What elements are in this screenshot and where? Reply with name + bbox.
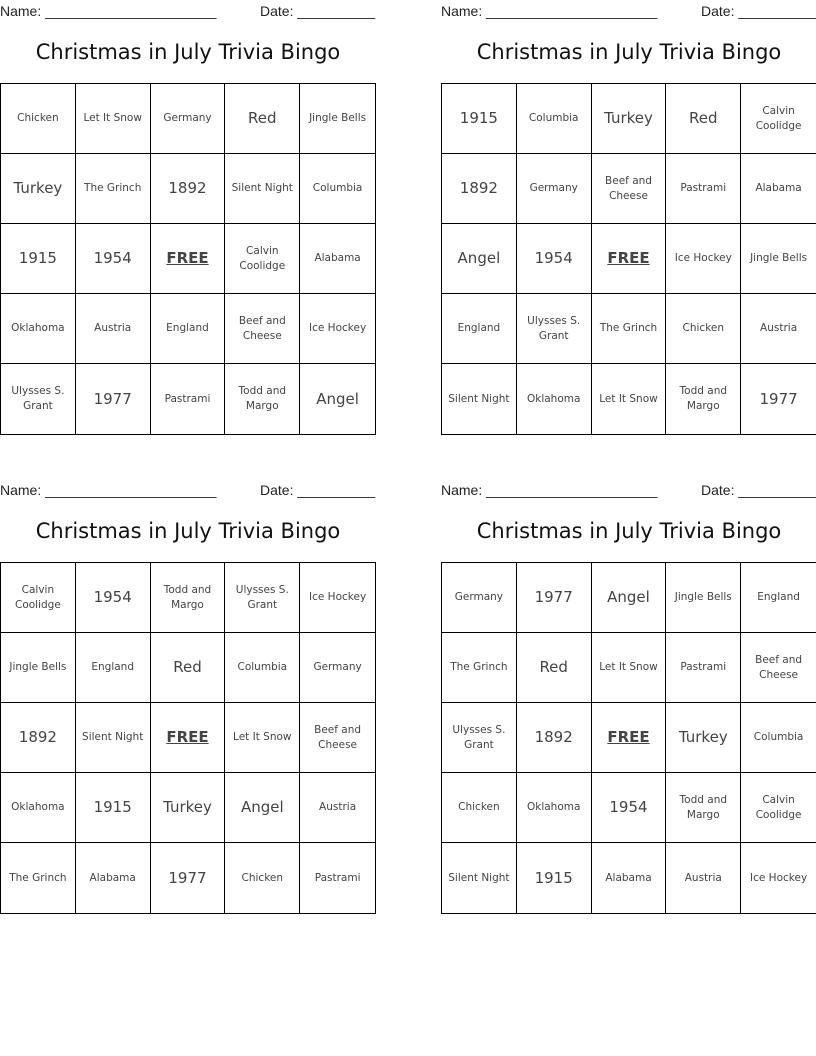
bingo-cell: Beef and Cheese [300,703,375,773]
card-header [441,0,816,22]
date-line: Date: __________ [701,3,816,19]
bingo-cell: Ice Hockey [666,224,741,294]
bingo-cell: Chicken [1,84,76,154]
bingo-cell: Let It Snow [592,364,667,434]
bingo-cell: Chicken [225,843,300,913]
bingo-cell: Calvin Coolidge [1,563,76,633]
bingo-cell: Alabama [300,224,375,294]
bingo-cell: Austria [666,843,741,913]
bingo-cell: Angel [316,389,359,408]
bingo-cell: Beef and Cheese [592,154,667,224]
bingo-cell: Chicken [442,773,517,843]
bingo-cell: Germany [517,154,592,224]
bingo-cell: Austria [741,294,816,364]
bingo-cell: Silent Night [76,703,151,773]
bingo-cell: The Grinch [76,154,151,224]
name-line: Name: ______________________ [441,482,658,498]
bingo-cell: Alabama [592,843,667,913]
bingo-cell: Calvin Coolidge [741,773,816,843]
bingo-cell: Pastrami [151,364,226,434]
bingo-cell: Jingle Bells [666,563,741,633]
bingo-cell: Germany [300,633,375,703]
bingo-cell: Todd and Margo [666,773,741,843]
bingo-cell: Jingle Bells [1,633,76,703]
bingo-cell: Ice Hockey [300,563,375,633]
bingo-cell: 1954 [76,563,151,633]
free-space: FREE [592,703,667,773]
date-line: Date: __________ [260,482,376,498]
bingo-cell: Todd and Margo [151,563,226,633]
card-header [441,479,816,501]
bingo-cell: Red [151,633,226,703]
bingo-cell: Beef and Cheese [225,294,300,364]
bingo-cell: Germany [442,563,517,633]
bingo-cell: Silent Night [442,843,517,913]
bingo-cell: 1977 [517,563,592,633]
bingo-cell: Chicken [666,294,741,364]
name-line: Name: ______________________ [0,3,217,19]
bingo-cell: England [741,563,816,633]
bingo-grid [0,83,376,435]
bingo-cell: 1954 [517,224,592,294]
bingo-cell: Turkey [151,773,226,843]
free-space: FREE [151,224,226,294]
date-line: Date: __________ [701,482,816,498]
bingo-cell: Todd and Margo [666,364,741,434]
name-line: Name: ______________________ [441,3,658,19]
bingo-cell: Todd and Margo [225,364,300,434]
bingo-cell: The Grinch [442,633,517,703]
bingo-cell: Oklahoma [1,773,76,843]
bingo-cell: Alabama [76,843,151,913]
bingo-cell: Angel [442,224,517,294]
bingo-grid [0,562,376,914]
bingo-cell: Let It Snow [592,633,667,703]
bingo-cell: Austria [300,773,375,843]
bingo-cell: Let It Snow [225,703,300,773]
bingo-cell: Columbia [225,633,300,703]
bingo-cell: Red [517,633,592,703]
bingo-grid [441,562,816,914]
bingo-cell: The Grinch [592,294,667,364]
bingo-cell: Germany [151,84,226,154]
name-line: Name: ______________________ [0,482,217,498]
bingo-cell: England [76,633,151,703]
free-space: FREE [151,703,226,773]
bingo-cell: Jingle Bells [741,224,816,294]
bingo-cell: Red [666,84,741,154]
bingo-cell: 1915 [76,773,151,843]
bingo-cell: Beef and Cheese [741,633,816,703]
bingo-cell: 1915 [517,843,592,913]
bingo-cell: Jingle Bells [300,84,375,154]
bingo-cell: Ulysses S. Grant [442,703,517,773]
bingo-cell: 1954 [76,224,151,294]
free-space: FREE [592,224,667,294]
bingo-cell: Red [225,84,300,154]
bingo-cell: Ulysses S. Grant [225,563,300,633]
bingo-cell: Alabama [741,154,816,224]
bingo-cell: The Grinch [1,843,76,913]
card-title: Christmas in July Trivia Bingo [476,519,782,543]
bingo-cell: Let It Snow [76,84,151,154]
date-line: Date: __________ [260,3,376,19]
bingo-cell: Columbia [517,84,592,154]
bingo-cell: Angel [592,563,667,633]
bingo-cell: England [151,294,226,364]
bingo-cell: Pastrami [314,871,361,884]
bingo-cell: Turkey [666,703,741,773]
bingo-cell: 1892 [1,703,76,773]
bingo-cell: 1977 [759,389,798,408]
bingo-cell: Calvin Coolidge [225,224,300,294]
bingo-cell: 1954 [592,773,667,843]
bingo-cell: Pastrami [666,154,741,224]
bingo-grid [441,83,816,435]
bingo-cell: 1892 [517,703,592,773]
card-title: Christmas in July Trivia Bingo [35,519,341,543]
bingo-cell: Ulysses S. Grant [517,294,592,364]
bingo-cell: Ulysses S. Grant [1,364,76,434]
bingo-cell: Ice Hockey [750,871,808,884]
card-title: Christmas in July Trivia Bingo [35,40,341,64]
bingo-cell: Pastrami [666,633,741,703]
bingo-cell: England [442,294,517,364]
bingo-cell: Calvin Coolidge [741,84,816,154]
bingo-cell: 1977 [76,364,151,434]
card-header [0,0,376,22]
bingo-cell: Columbia [741,703,816,773]
card-title: Christmas in July Trivia Bingo [476,40,782,64]
bingo-cell: 1915 [442,84,517,154]
bingo-cell: Austria [76,294,151,364]
bingo-cell: Turkey [1,154,76,224]
bingo-cell: 1892 [151,154,226,224]
bingo-cell: 1915 [1,224,76,294]
bingo-cell: 1977 [151,843,226,913]
bingo-cell: 1892 [442,154,517,224]
bingo-cell: Columbia [300,154,375,224]
card-header [0,479,376,501]
bingo-cell: Oklahoma [1,294,76,364]
bingo-cell: Turkey [592,84,667,154]
bingo-cell: Ice Hockey [300,294,375,364]
bingo-cell: Oklahoma [517,773,592,843]
bingo-cell: Oklahoma [517,364,592,434]
bingo-cell: Silent Night [442,364,517,434]
bingo-cell: Silent Night [225,154,300,224]
bingo-cell: Angel [225,773,300,843]
